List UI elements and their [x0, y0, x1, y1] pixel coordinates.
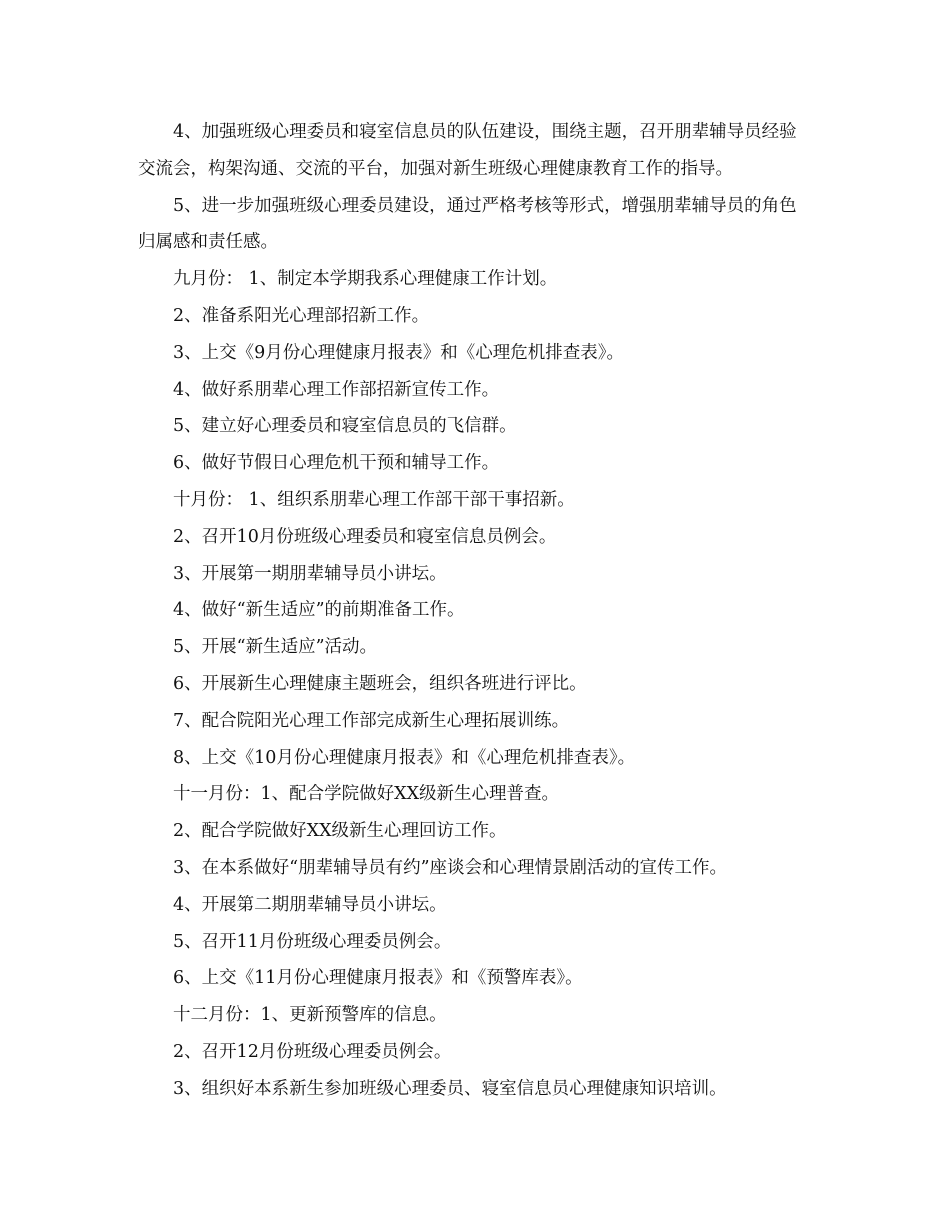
- paragraph-november: 十一月份：1、配合学院做好XX级新生心理普查。: [173, 784, 560, 805]
- paragraph: 2、配合学院做好XX级新生心理回访工作。: [173, 821, 507, 842]
- paragraph-september: 九月份： 1、制定本学期我系心理健康工作计划。: [173, 269, 558, 290]
- document-body: [138, 114, 814, 1108]
- paragraph: 5、进一步加强班级心理委员建设，通过严格考核等形式，增强朋辈辅导员的角色归属感和责任感。: [138, 195, 797, 253]
- paragraph: 2、准备系阳光心理部招新工作。: [173, 305, 430, 326]
- paragraph: 5、开展“新生适应”活动。: [173, 637, 378, 658]
- paragraph: 3、上交《9月份心理健康月报表》和《心理危机排查表》。: [173, 342, 625, 363]
- paragraph: 3、组织好本系新生参加班级心理委员、寝室信息员心理健康知识培训。: [173, 1078, 727, 1099]
- paragraph: 4、开展第二期朋辈辅导员小讲坛。: [173, 894, 447, 915]
- paragraph: 6、开展新生心理健康主题班会，组织各班进行评比。: [173, 673, 587, 694]
- paragraph: 4、做好系朋辈心理工作部招新宣传工作。: [173, 379, 500, 400]
- paragraph: 8、上交《10月份心理健康月报表》和《心理危机排查表》。: [173, 747, 636, 768]
- paragraph: 7、配合院阳光心理工作部完成新生心理拓展训练。: [173, 710, 570, 731]
- paragraph: 6、上交《11月份心理健康月报表》和《预警库表》。: [173, 968, 583, 989]
- paragraph: 2、召开10月份班级心理委员和寝室信息员例会。: [173, 526, 557, 547]
- paragraph: 6、做好节假日心理危机干预和辅导工作。: [173, 453, 500, 474]
- paragraph: 4、加强班级心理委员和寝室信息员的队伍建设，围绕主题，召开朋辈辅导员经验交流会，构架沟通、交流的平台，加强对新生班级心理健康教育工作的指导。: [138, 122, 797, 179]
- paragraph: 5、召开11月份班级心理委员例会。: [173, 931, 452, 952]
- paragraph: 2、召开12月份班级心理委员例会。: [173, 1041, 452, 1062]
- paragraph-december: 十二月份：1、更新预警库的信息。: [173, 1005, 447, 1026]
- paragraph: 5、建立好心理委员和寝室信息员的飞信群。: [173, 416, 517, 437]
- paragraph: 3、开展第一期朋辈辅导员小讲坛。: [173, 563, 447, 584]
- paragraph: 3、在本系做好“朋辈辅导员有约”座谈会和心理情景剧活动的宣传工作。: [173, 857, 728, 878]
- paragraph: 4、做好“新生适应”的前期准备工作。: [173, 600, 465, 621]
- paragraph-october: 十月份： 1、组织系朋辈心理工作部干部干事招新。: [173, 489, 575, 510]
